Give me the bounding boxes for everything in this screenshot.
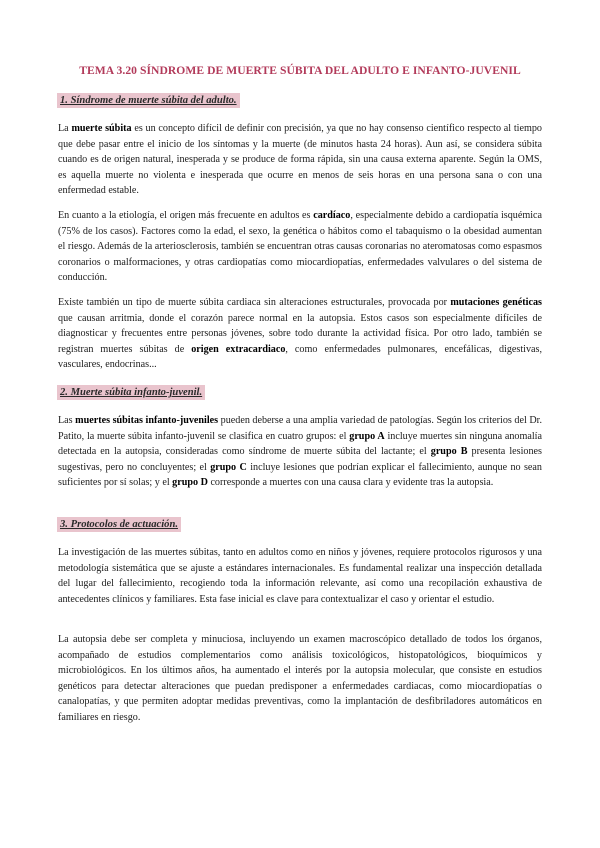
bold-term: muerte súbita [71, 123, 132, 134]
text-run: incluye muertes sin ninguna anomalía detectada en la autopsia, consideradas como síndrome de muerte súbita del lactante; el [58, 430, 542, 458]
text-run: presenta lesiones sugestivas, pero no concluyentes; el [58, 446, 542, 473]
paragraph [58, 208, 542, 286]
section-heading-1: 1. Síndrome de muerte súbita del adulto. [57, 93, 240, 108]
bold-term: grupo A [349, 430, 385, 442]
bold-term: grupo C [210, 461, 247, 473]
bold-term: grupo B [430, 446, 468, 458]
paragraph [58, 295, 542, 373]
section-heading-3: 3. Protocolos de actuación. [57, 517, 181, 532]
paragraph [58, 545, 542, 607]
text-run: pueden deberse a una amplia variedad de patologías. Según los criterios del Dr. Patito, la muerte súbita infanto-juvenil se clasifica en cuatro grupos: el [58, 415, 542, 442]
text-run: , especialmente debido a cardiopatía isquémica (75% de los casos). Factores como la edad, el sexo, la genética o hábitos como el tabaquismo o la obesidad aumentan el riesgo. Además de la arteriosclerosis, también se encuentran otras causas coronarias no ateromatosas como espasmos coronarios o malformaciones, y otras cardiopatías como miocardiopatías, enfermedades valvulares o del sistema de conducción. [58, 210, 542, 284]
text-run: que causan arritmia, donde el corazón parece normal en la autopsia. Estos casos son especialmente difíciles de diagnosticar y frecuentes entre personas jóvenes, sobre todo durante la actividad física. Por otro lado, también se registran muertes súbitas de [58, 312, 542, 355]
text-run: La autopsia debe ser completa y minuciosa, incluyendo un examen macroscópico detallado de todos los órganos, acompañado de estudios complementarios como análisis toxicológicos, histopatológicos, bioquímicos y microbiológicos. En los últimos años, ha aumentado el interés por la autopsia molecular, que consiste en estudios genéticos para detectar alteraciones que puedan predisponer a enfermedades cardiacas, como miocardiopatías o canalopatías, y que permiten adoptar medidas preventivas, como la implantación de desfibriladores automáticos en familiares en riesgo. [58, 634, 542, 723]
bold-term: grupo D [172, 477, 208, 489]
bold-term: cardíaco [313, 210, 351, 221]
paragraph [58, 632, 542, 726]
section-heading-2: 2. Muerte súbita infanto-juvenil. [57, 385, 205, 400]
text-run: corresponde a muertes con una causa clara y evidente tras la autopsia. [207, 477, 494, 489]
bold-term: mutaciones genéticas [450, 297, 542, 308]
paragraph [58, 413, 542, 491]
page-title: TEMA 3.20 SÍNDROME DE MUERTE SÚBITA DEL ADULTO E INFANTO-JUVENIL [79, 64, 521, 77]
text-run: , como enfermedades pulmonares, encefálicas, digestivas, vasculares, endocrinas... [58, 343, 542, 371]
text-run: es un concepto difícil de definir con precisión, ya que no hay consenso científico respecto al tiempo que debe pasar entre el inicio de los síntomas y la muerte (de minutos hasta 24 horas). Aun así, se considera súbita cuando es de origen natural, inesperada y se produce de forma rápida, sin una causa externa aparente. Según la OMS, es aquella muerte no violenta e inesperada que ocurre en menos de seis horas en una persona sana o con una enfermedad estable. [58, 123, 542, 197]
text-run: La investigación de las muertes súbitas, tanto en adultos como en niños y jóvenes, requiere protocolos rigurosos y una metodología sistemática que se ajuste a estándares internacionales. Es fundamental realizar una inspección detallada del lugar del fallecimiento, recogiendo toda la información relevante, así como una recopilación exhaustiva de antecedentes clínicos y familiares. Esta fase inicial es clave para contextualizar el caso y orientar el estudio. [58, 547, 542, 605]
bold-term: origen extracardiaco [191, 343, 286, 355]
text-run: Las [58, 415, 76, 426]
text-run: Existe también un tipo de muerte súbita cardiaca sin alteraciones estructurales, provocada por [58, 297, 451, 308]
bold-term: muertes súbitas infanto-juveniles [75, 415, 219, 426]
text-run: En cuanto a la etiología, el origen más frecuente en adultos es [58, 210, 314, 221]
paragraph [58, 121, 542, 199]
text-run: La [58, 123, 72, 134]
text-run: incluye lesiones que podrían explicar el fallecimiento, aunque no sean suficientes por sí solas; y el [58, 461, 542, 489]
